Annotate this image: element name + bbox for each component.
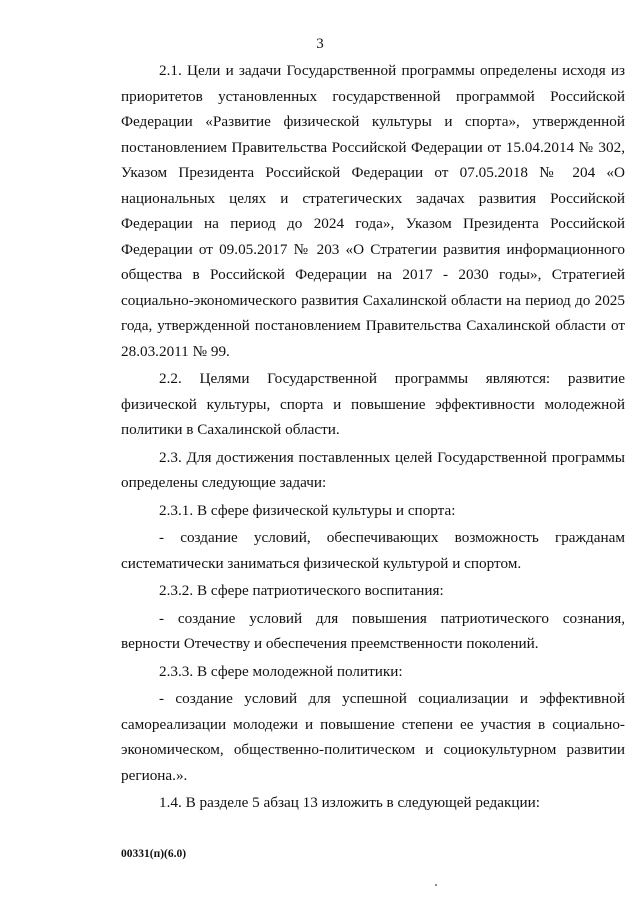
page-number: 3 [316,36,324,52]
paragraph-2-3-3: 2.3.3. В сфере молодежной политики: [159,662,403,680]
paragraph-2-3-1-item: - создание условий, обеспечивающих возможность гражданам систематически заниматься физической культурой и спортом. [121,529,625,572]
paragraph-2-3-1: 2.3.1. В сфере физической культуры и спорта: [159,501,456,519]
paragraph-2-2: 2.2. Целями Государственной программы являются: развитие физической культуры, спорта и повышение эффективности молодежной политики в Сахалинской области. [121,370,625,438]
paragraph-2-3: 2.3. Для достижения поставленных целей Государственной программы определены следующие задачи: [121,448,625,491]
paragraph-2-3-2: 2.3.2. В сфере патриотического воспитания: [159,582,444,599]
paragraph-2-1: 2.1. Цели и задачи Государственной программы определены исходя из приоритетов установленных государственной программой Российской Федерации «Развитие физической культуры и спорта», утвержденной постановлением Правительства Российской Федерации от 15.04.2014 № 302, Указом Президента Российской Федерации от 07.05.2018 № 204 «О национальных целях и стратегических задачах развития Российской Федерации на период до 2024 года», Указом Президента Российской Федерации от 09.05.2017 № 203 «О Стратегии развития информационного общества в Российской Федерации на 2017 - 2030 годы», Стратегией социально-экономического развития Сахалинской области на период до 2025 года, утвержденной постановлением Правительства Сахалинской области от 28.03.2011 № 99. [121,62,625,360]
scan-speck [435,884,437,886]
paragraph-2-3-3-item: - создание условий для успешной социализации и эффективной самореализации молодежи и повышение степени ее участия в социально-экономическом, общественно-политическом и социокультурном развитии региона.». [121,690,625,784]
document-body [121,58,625,816]
document-code: 00331(п)(6.0) [121,848,187,860]
paragraph-1-4: 1.4. В разделе 5 абзац 13 изложить в следующей редакции: [159,794,540,811]
paragraph-2-3-2-item: - создание условий для повышения патриотического сознания, верности Отечеству и обеспечения преемственности поколений. [121,609,625,652]
